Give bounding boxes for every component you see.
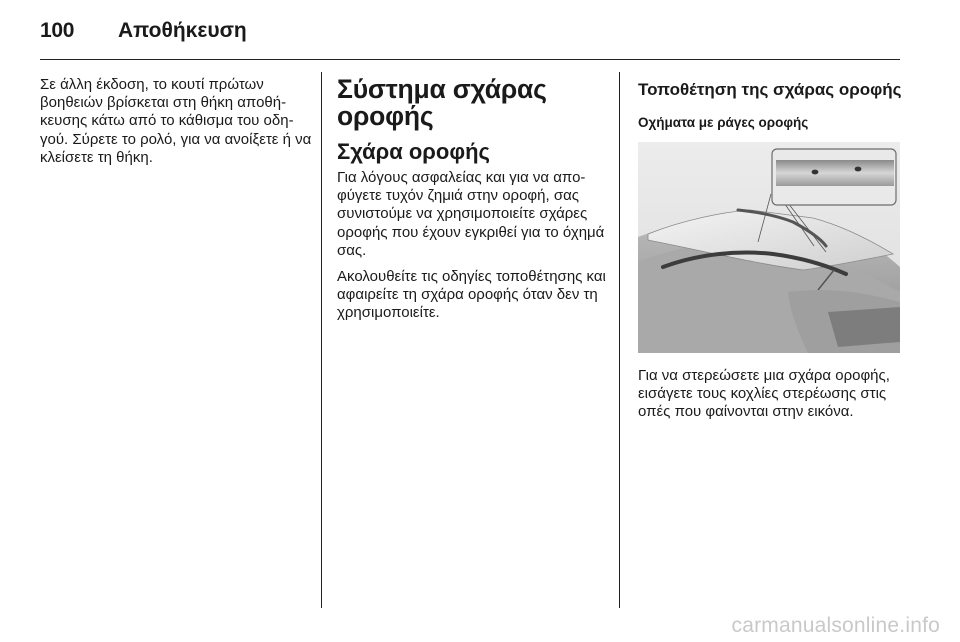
first-aid-paragraph: Σε άλλη έκδοση, το κουτί πρώτων βοηθειών βρίσκεται στη θήκη αποθή-κευσης κάτω από το κάθισμα του οδη-γού. Σύρετε το ρολό, για να ανοίξετε ή να κλείσετε τη θήκη. bbox=[40, 76, 312, 166]
roof-rack-instructions-paragraph: Ακολουθείτε τις οδηγίες τοποθέτησης και αφαιρείτε τη σχάρα οροφής όταν δεν τη χρησιμοποιείτε. bbox=[337, 268, 606, 322]
subsection-heading-roof-rack: Σχάρα οροφής bbox=[337, 139, 490, 164]
page-number: 100 bbox=[40, 19, 75, 42]
header-divider bbox=[40, 59, 900, 60]
column-divider-right bbox=[619, 72, 620, 608]
roof-rack-safety-paragraph: Για λόγους ασφαλείας και για να απο-φύγετε τυχόν ζημιά στην οροφή, σας συνιστούμε να χρησιμοποιείτε σχάρες οροφής που έχουν εγκριθεί για το όχημά σας. bbox=[337, 169, 605, 259]
section-heading-roof-rack-system: Σύστημα σχάρας οροφής bbox=[337, 74, 547, 131]
column-divider-left bbox=[321, 72, 322, 608]
watermark-text: carmanualsonline.info bbox=[731, 614, 940, 637]
subsection-heading-roof-rails: Οχήματα με ράγες οροφής bbox=[638, 115, 809, 130]
column-roof-rack-system bbox=[337, 76, 609, 323]
page-title: Αποθήκευση bbox=[118, 19, 247, 42]
section-heading-installation: Τοποθέτηση της σχάρας οροφής bbox=[638, 80, 902, 99]
car-roof-rails-illustration-icon bbox=[638, 142, 900, 353]
column-first-aid bbox=[40, 76, 312, 167]
installation-paragraph: Για να στερεώσετε μια σχάρα οροφής, εισάγετε τους κοχλίες στερέωσης στις οπές που φαίνονται στην εικόνα. bbox=[638, 367, 890, 421]
column-roof-rack-installation bbox=[638, 76, 902, 422]
